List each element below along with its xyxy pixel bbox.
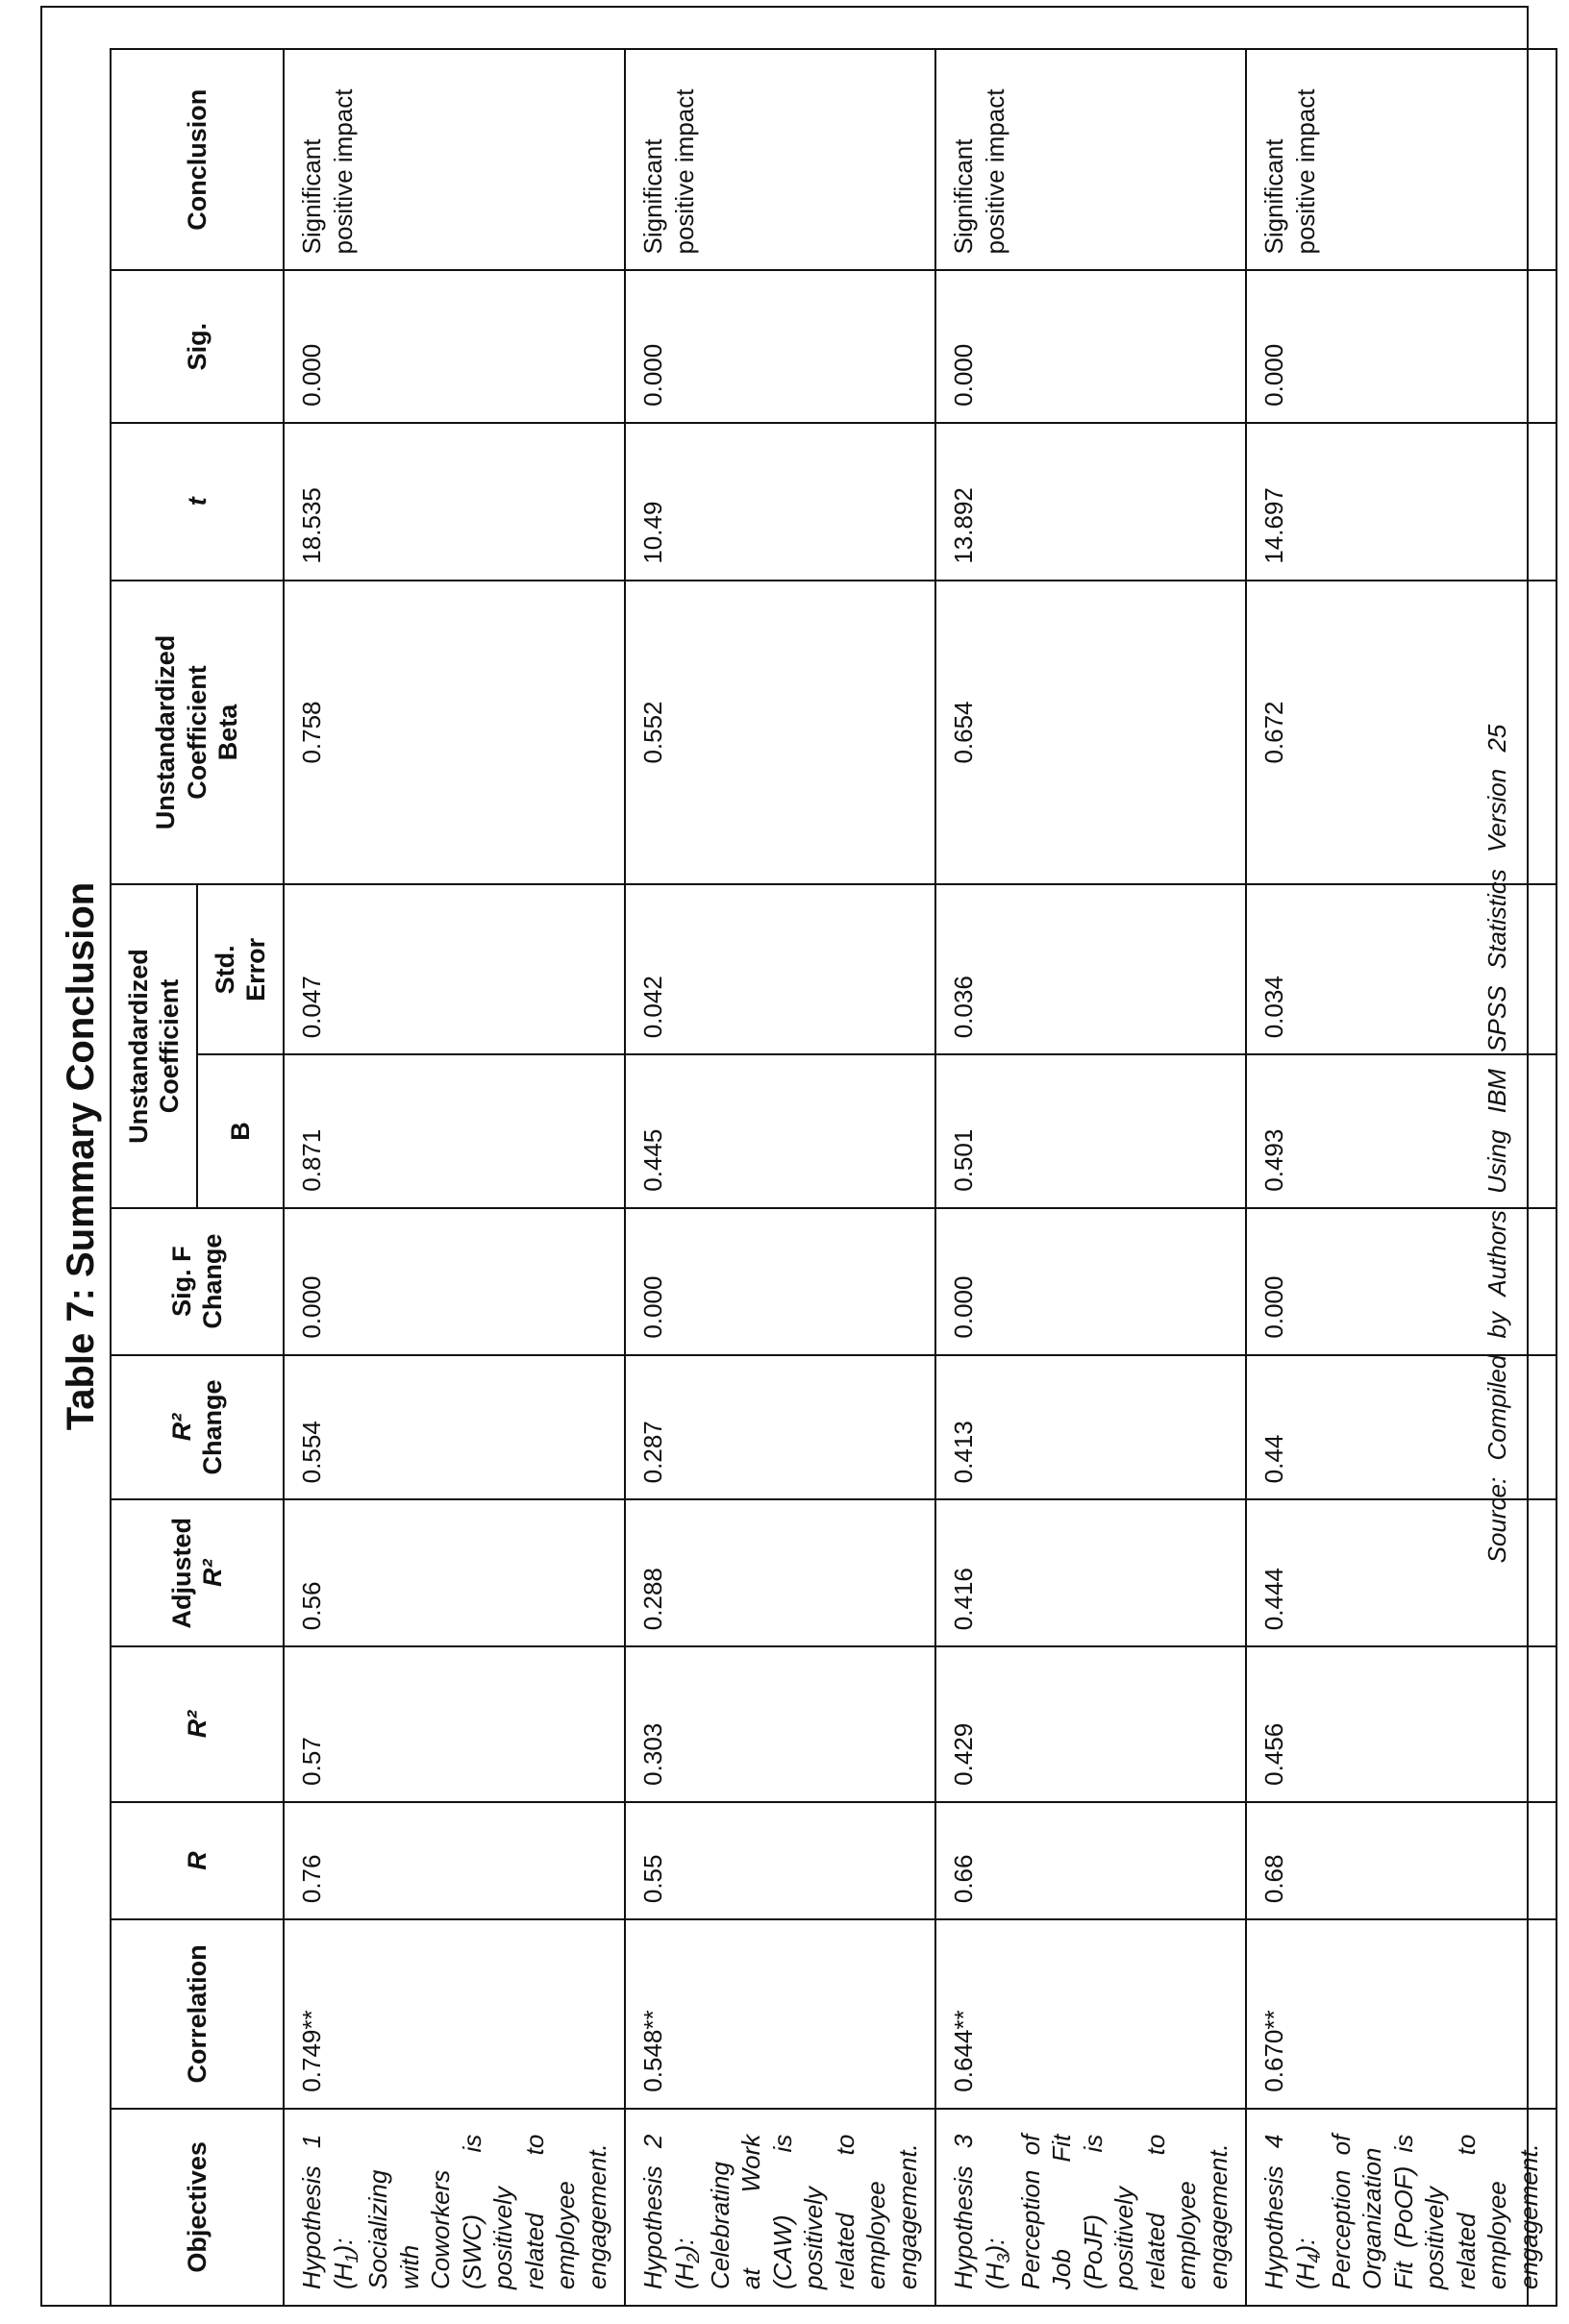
hypothesis-prefix: Hypothesis 4 (H bbox=[1259, 2134, 1320, 2289]
sig-f-change-cell: 0.000 bbox=[1246, 1208, 1557, 1355]
conclusion-cell: Significant positive impact bbox=[625, 49, 935, 271]
adjusted-r2-cell: 0.416 bbox=[935, 1499, 1246, 1646]
hypothesis-prefix: Hypothesis 1 (H bbox=[297, 2134, 358, 2289]
r2-cell: 0.429 bbox=[935, 1646, 1246, 1802]
hypothesis-text: ): Socializing with Coworkers (SWC) is positively related to employee engagement. bbox=[328, 2134, 611, 2289]
beta-cell: 0.654 bbox=[935, 581, 1246, 885]
header-unstd-beta bbox=[111, 581, 284, 885]
header-row-1 bbox=[111, 49, 197, 2306]
adjusted-r2-cell: 0.56 bbox=[284, 1499, 625, 1646]
b-cell: 0.501 bbox=[935, 1054, 1246, 1207]
r-cell: 0.66 bbox=[935, 1802, 1246, 1919]
r2-change-cell: 0.413 bbox=[935, 1355, 1246, 1500]
header-b: B bbox=[197, 1054, 284, 1207]
std-error-cell: 0.047 bbox=[284, 884, 625, 1054]
header-std-error-line2: Error bbox=[241, 937, 270, 1001]
rotated-page bbox=[40, 6, 1543, 2307]
summary-table bbox=[110, 48, 1557, 2307]
beta-cell: 0.672 bbox=[1246, 581, 1557, 885]
header-adjusted-r2-line2: R² bbox=[198, 1559, 227, 1588]
adjusted-r2-cell: 0.288 bbox=[625, 1499, 935, 1646]
conclusion-cell: Significant positive impact bbox=[284, 49, 625, 271]
b-cell: 0.871 bbox=[284, 1054, 625, 1207]
sig-cell: 0.000 bbox=[1246, 271, 1557, 423]
hypothesis-prefix: Hypothesis 2 (H bbox=[638, 2134, 699, 2289]
hypothesis-prefix: Hypothesis 3 (H bbox=[949, 2134, 1009, 2289]
beta-cell: 0.552 bbox=[625, 581, 935, 885]
sig-cell: 0.000 bbox=[284, 271, 625, 423]
r-cell: 0.76 bbox=[284, 1802, 625, 1919]
correlation-cell: 0.644** bbox=[935, 1919, 1246, 2109]
header-unstd-coefficient: Unstandardized Coefficient bbox=[111, 884, 197, 1207]
b-cell: 0.493 bbox=[1246, 1054, 1557, 1207]
sig-cell: 0.000 bbox=[935, 271, 1246, 423]
objective-cell bbox=[935, 2109, 1246, 2306]
sig-f-change-cell: 0.000 bbox=[625, 1208, 935, 1355]
header-r2-change-line2: Change bbox=[198, 1379, 227, 1475]
b-cell: 0.445 bbox=[625, 1054, 935, 1207]
hypothesis-subscript: 3 bbox=[994, 2253, 1014, 2263]
conclusion-cell: Significant positive impact bbox=[935, 49, 1246, 271]
table-row bbox=[284, 49, 625, 2306]
t-cell: 10.49 bbox=[625, 423, 935, 581]
header-sig-f-change-line1: Sig. F bbox=[166, 1246, 196, 1317]
table-row bbox=[625, 49, 935, 2306]
hypothesis-text: ): Celebrating at Work (CAW) is positively related to employee engagement. bbox=[669, 2134, 922, 2289]
r2-cell: 0.456 bbox=[1246, 1646, 1557, 1802]
header-std-error-line1: Std. bbox=[210, 945, 239, 995]
header-r2-change-line1: R² bbox=[166, 1413, 196, 1442]
header-unstd-beta-line1: Unstandardized bbox=[151, 634, 181, 830]
correlation-cell: 0.749** bbox=[284, 1919, 625, 2109]
hypothesis-text: ): Perception of Job Fit (PoJF) is positively related to employee engagement. bbox=[980, 2134, 1233, 2289]
r2-cell: 0.303 bbox=[625, 1646, 935, 1802]
t-cell: 18.535 bbox=[284, 423, 625, 581]
header-adjusted-r2-line1: Adjusted bbox=[166, 1518, 196, 1629]
sig-f-change-cell: 0.000 bbox=[284, 1208, 625, 1355]
objective-cell bbox=[284, 2109, 625, 2306]
std-error-cell: 0.036 bbox=[935, 884, 1246, 1054]
r-cell: 0.68 bbox=[1246, 1802, 1557, 1919]
header-r2: R² bbox=[111, 1646, 284, 1802]
r2-change-cell: 0.554 bbox=[284, 1355, 625, 1500]
beta-cell: 0.758 bbox=[284, 581, 625, 885]
header-sig: Sig. bbox=[111, 271, 284, 423]
adjusted-r2-cell: 0.444 bbox=[1246, 1499, 1557, 1646]
hypothesis-subscript: 1 bbox=[341, 2253, 361, 2263]
r2-change-cell: 0.44 bbox=[1246, 1355, 1557, 1500]
header-unstd-beta-line3: Beta bbox=[213, 704, 243, 761]
header-r: R bbox=[111, 1802, 284, 1919]
header-correlation: Correlation bbox=[111, 1919, 284, 2109]
r-cell: 0.55 bbox=[625, 1802, 935, 1919]
correlation-cell: 0.548** bbox=[625, 1919, 935, 2109]
table-body bbox=[284, 49, 1557, 2306]
source-note: Source: Compiled by Authors Using IBM SPSS Statistics Version 25 bbox=[1482, 724, 1511, 1564]
hypothesis-subscript: 4 bbox=[1305, 2253, 1324, 2263]
conclusion-cell: Significant positive impact bbox=[1246, 49, 1557, 271]
header-conclusion: Conclusion bbox=[111, 49, 284, 271]
header-sig-f-change bbox=[111, 1208, 284, 1355]
sig-f-change-cell: 0.000 bbox=[935, 1208, 1246, 1355]
header-r2-change bbox=[111, 1355, 284, 1500]
header-adjusted-r2 bbox=[111, 1499, 284, 1646]
r2-change-cell: 0.287 bbox=[625, 1355, 935, 1500]
header-objectives: Objectives bbox=[111, 2109, 284, 2306]
t-cell: 14.697 bbox=[1246, 423, 1557, 581]
std-error-cell: 0.034 bbox=[1246, 884, 1557, 1054]
header-t: t bbox=[111, 423, 284, 581]
hypothesis-text: ): Perception of Organization Fit (PoOF) is positively related to employee engagement. bbox=[1290, 2134, 1543, 2289]
objective-cell bbox=[625, 2109, 935, 2306]
hypothesis-subscript: 2 bbox=[684, 2253, 704, 2263]
header-sig-f-change-line2: Change bbox=[198, 1233, 227, 1329]
r2-cell: 0.57 bbox=[284, 1646, 625, 1802]
correlation-cell: 0.670** bbox=[1246, 1919, 1557, 2109]
table-title: Table 7: Summary Conclusion bbox=[60, 881, 102, 1431]
t-cell: 13.892 bbox=[935, 423, 1246, 581]
header-unstd-beta-line2: Coefficient bbox=[182, 665, 212, 800]
header-std-error bbox=[197, 884, 284, 1054]
sig-cell: 0.000 bbox=[625, 271, 935, 423]
std-error-cell: 0.042 bbox=[625, 884, 935, 1054]
table-row bbox=[935, 49, 1246, 2306]
